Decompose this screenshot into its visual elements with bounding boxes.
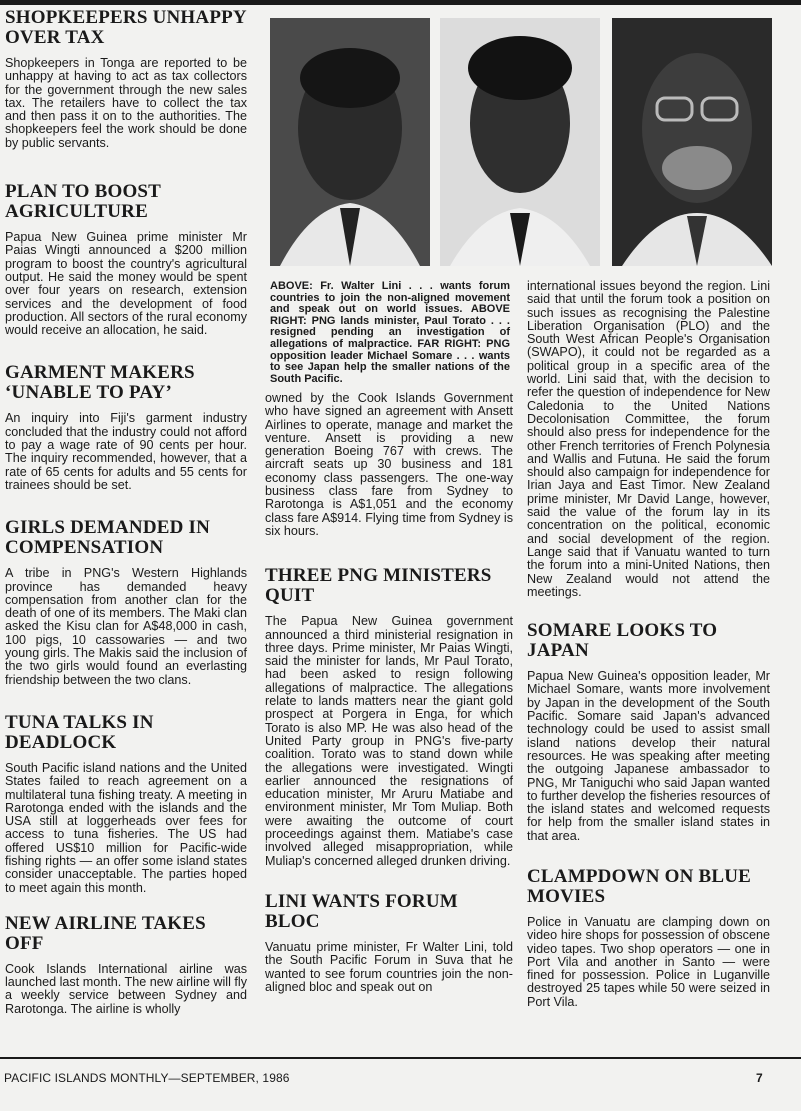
article-somare	[527, 621, 770, 843]
headline: NEW AIRLINE TAKES OFF	[5, 912, 206, 954]
headline: SHOPKEEPERS UNHAPPY OVER TAX	[5, 7, 247, 48]
article-body: Shopkeepers in Tonga are reported to be unhappy at having to act as tax collectors for the government through the new sales tax. The retailers have to collect the tax and then pass it on to the authorities. The shopkeepers feel the work should be done by public servants.	[5, 56, 247, 150]
headline: CLAMPDOWN ON BLUE MOVIES	[527, 865, 752, 907]
article-clampdown	[527, 867, 770, 1009]
headline: GIRLS DEMANDED IN COMPENSATION	[5, 517, 211, 559]
right-column	[527, 280, 770, 1028]
publication-footer: PACIFIC ISLANDS MONTHLY—SEPTEMBER, 1986	[4, 1071, 290, 1085]
headline: SOMARE LOOKS TO JAPAN	[527, 620, 718, 662]
article-body: Papua New Guinea's opposition leader, Mr Michael Somare, wants more involvement by Japan in the development of the South Pacific. Somare said Japan's advanced technology could be used to assist small island nations develop their natural resources. He was speaking after meeting the outgoing Japanese ambassador to PNG, Mr Taniguchi who said Japan wanted to further develop the fisheries resources of the island states and welcomed requests for help from the smaller island states in that area.	[527, 669, 770, 843]
article-agriculture	[5, 182, 247, 337]
headline: PLAN TO BOOST AGRICULTURE	[5, 181, 161, 223]
middle-column	[265, 392, 513, 1013]
photo-caption: ABOVE: Fr. Walter Lini . . . wants forum countries to join the non-aligned movement and speak out on world issues. ABOVE RIGHT: PNG lands minister, Paul Torato . . . resigned pending an investigation of allegations of malpractice. FAR RIGHT: PNG opposition leader Michael Somare . . . wants to see Japan help the smaller nations of the South Pacific.	[270, 280, 510, 385]
headline: LINI WANTS FORUM BLOC	[265, 890, 458, 932]
headline: THREE PNG MINISTERS QUIT	[265, 565, 492, 607]
footer-rule	[0, 1057, 801, 1059]
page-number: 7	[756, 1071, 763, 1085]
photo-walter-lini	[270, 18, 430, 266]
article-body: Cook Islands International airline was launched last month. The new airline will fly a weekly service between Sydney and Rarotonga. The airline is wholly	[5, 961, 247, 1016]
photo-strip	[270, 18, 772, 266]
top-rule	[0, 0, 801, 5]
headline: TUNA TALKS IN DEADLOCK	[5, 711, 154, 753]
article-airline	[5, 914, 247, 1016]
article-body-continued: owned by the Cook Islands Government who have signed an agreement with Ansett Airlines to operate, manage and market the venture. Ansett is providing a new generation Boeing 767 with crews. The aircraft seats up 30 business and 181 economy class passengers. The one-way business class fare from Sydney to Rarotonga is A$1,051 and the economy class fare A$914. Flying time from Sydney is six hours.	[265, 391, 513, 538]
article-body: A tribe in PNG's Western Highlands province has demanded heavy compensation from another clan for the death of one of its members. The Maki clan asked the Kisu clan for A$48,000 in cash, 100 pigs, 10 cassowaries — and two young girls. The Makis said the inclusion of the two girls would found an everlasting friendship between the two clans.	[5, 566, 247, 687]
article-body: The Papua New Guinea government announced a third ministerial resignation in three days. Prime minister, Mr Paias Wingti, said the minister for lands, Mr Paul Torato, had been asked to resign following allegations of malpractice. The allegations relate to lands matters near the giant gold prospect at Porgera in Enga, for which Torato is also MP. He was also head of the United Party group in PNG's five-party coalition. Torato was to stand down while the allegations were investigated. Wingti earlier announced the resignations of education minister, Mr Aruru Matiabe and environment minister, Mr Tom Muliap. Both were awaiting the outcome of court proceedings against them. Matiabe's case involved alleged misappropriation, while Muliap's concerned alleged drunken driving.	[265, 614, 513, 868]
article-body-continued: international issues beyond the region. Lini said that until the forum took a position on such issues as recognising the Palestine Liberation Organisation (PLO) and the South West African People's Organisation (SWAPO), it could not be regarded as a political group in a specific area of the world. Lini said that, with the decision to refer the question of independence for New Caledonia to the United Nations Decolonisation Committee, the forum should also press for independence for the other French territories of French Polynesia and Wallis and Futuna. He said the forum should also campaign for independence for Irian Jaya and East Timor. New Zealand prime minister, Mr David Lange, however, said the value of the forum lay in its concentration on the political, economic and social development of the region. Lange said that if Vanuatu wanted to turn the forum into a mini-United Nations, then New Zealand would not attend the meetings.	[527, 279, 770, 599]
article-lini-continued	[527, 280, 770, 599]
article-lini	[265, 892, 513, 994]
photo-michael-somare	[612, 18, 772, 266]
photo-paul-torato	[440, 18, 600, 266]
article-body: Papua New Guinea prime minister Mr Paias Wingti announced a $200 million program to boost the country's agricultural output. He said the money would be spent over four years on research, extension services and the development of food production. All sectors of the rural economy would receive an allocation, he said.	[5, 230, 247, 338]
article-garment	[5, 363, 247, 492]
article-ministers	[265, 566, 513, 868]
article-body: Vanuatu prime minister, Fr Walter Lini, told the South Pacific Forum in Suva that he wanted to see forum countries join the non-aligned bloc and speak out on	[265, 939, 513, 994]
article-body: Police in Vanuatu are clamping down on video hire shops for possession of obscene video tapes. Two shop operators — one in Port Vila and another in Santo — were fined for possession. Police in Luganville destroyed 25 tapes while 50 were seized in Port Vila.	[527, 914, 770, 1009]
article-airline-continued	[265, 392, 513, 538]
headline: GARMENT MAKERS ‘UNABLE TO PAY’	[5, 362, 195, 404]
article-body: An inquiry into Fiji's garment industry concluded that the industry could not afford to pay a wage rate of 90 cents per hour. The inquiry recommended, however, that a rate of 65 cents for adults and 55 cents for trainees should be set.	[5, 411, 247, 492]
article-girls	[5, 518, 247, 687]
left-column	[5, 8, 247, 1035]
article-tuna	[5, 713, 247, 895]
article-shopkeepers	[5, 8, 247, 150]
article-body: South Pacific island nations and the United States failed to reach agreement on a multilateral tuna fishing treaty. A meeting in Rarotonga ended with the islands and the USA still at loggerheads over fees for access to tuna fisheries. The US had offered US$10 million for Pacific-wide fishing rights — an offer some island states consider unacceptable. The parties hoped to meet again this month.	[5, 760, 247, 895]
